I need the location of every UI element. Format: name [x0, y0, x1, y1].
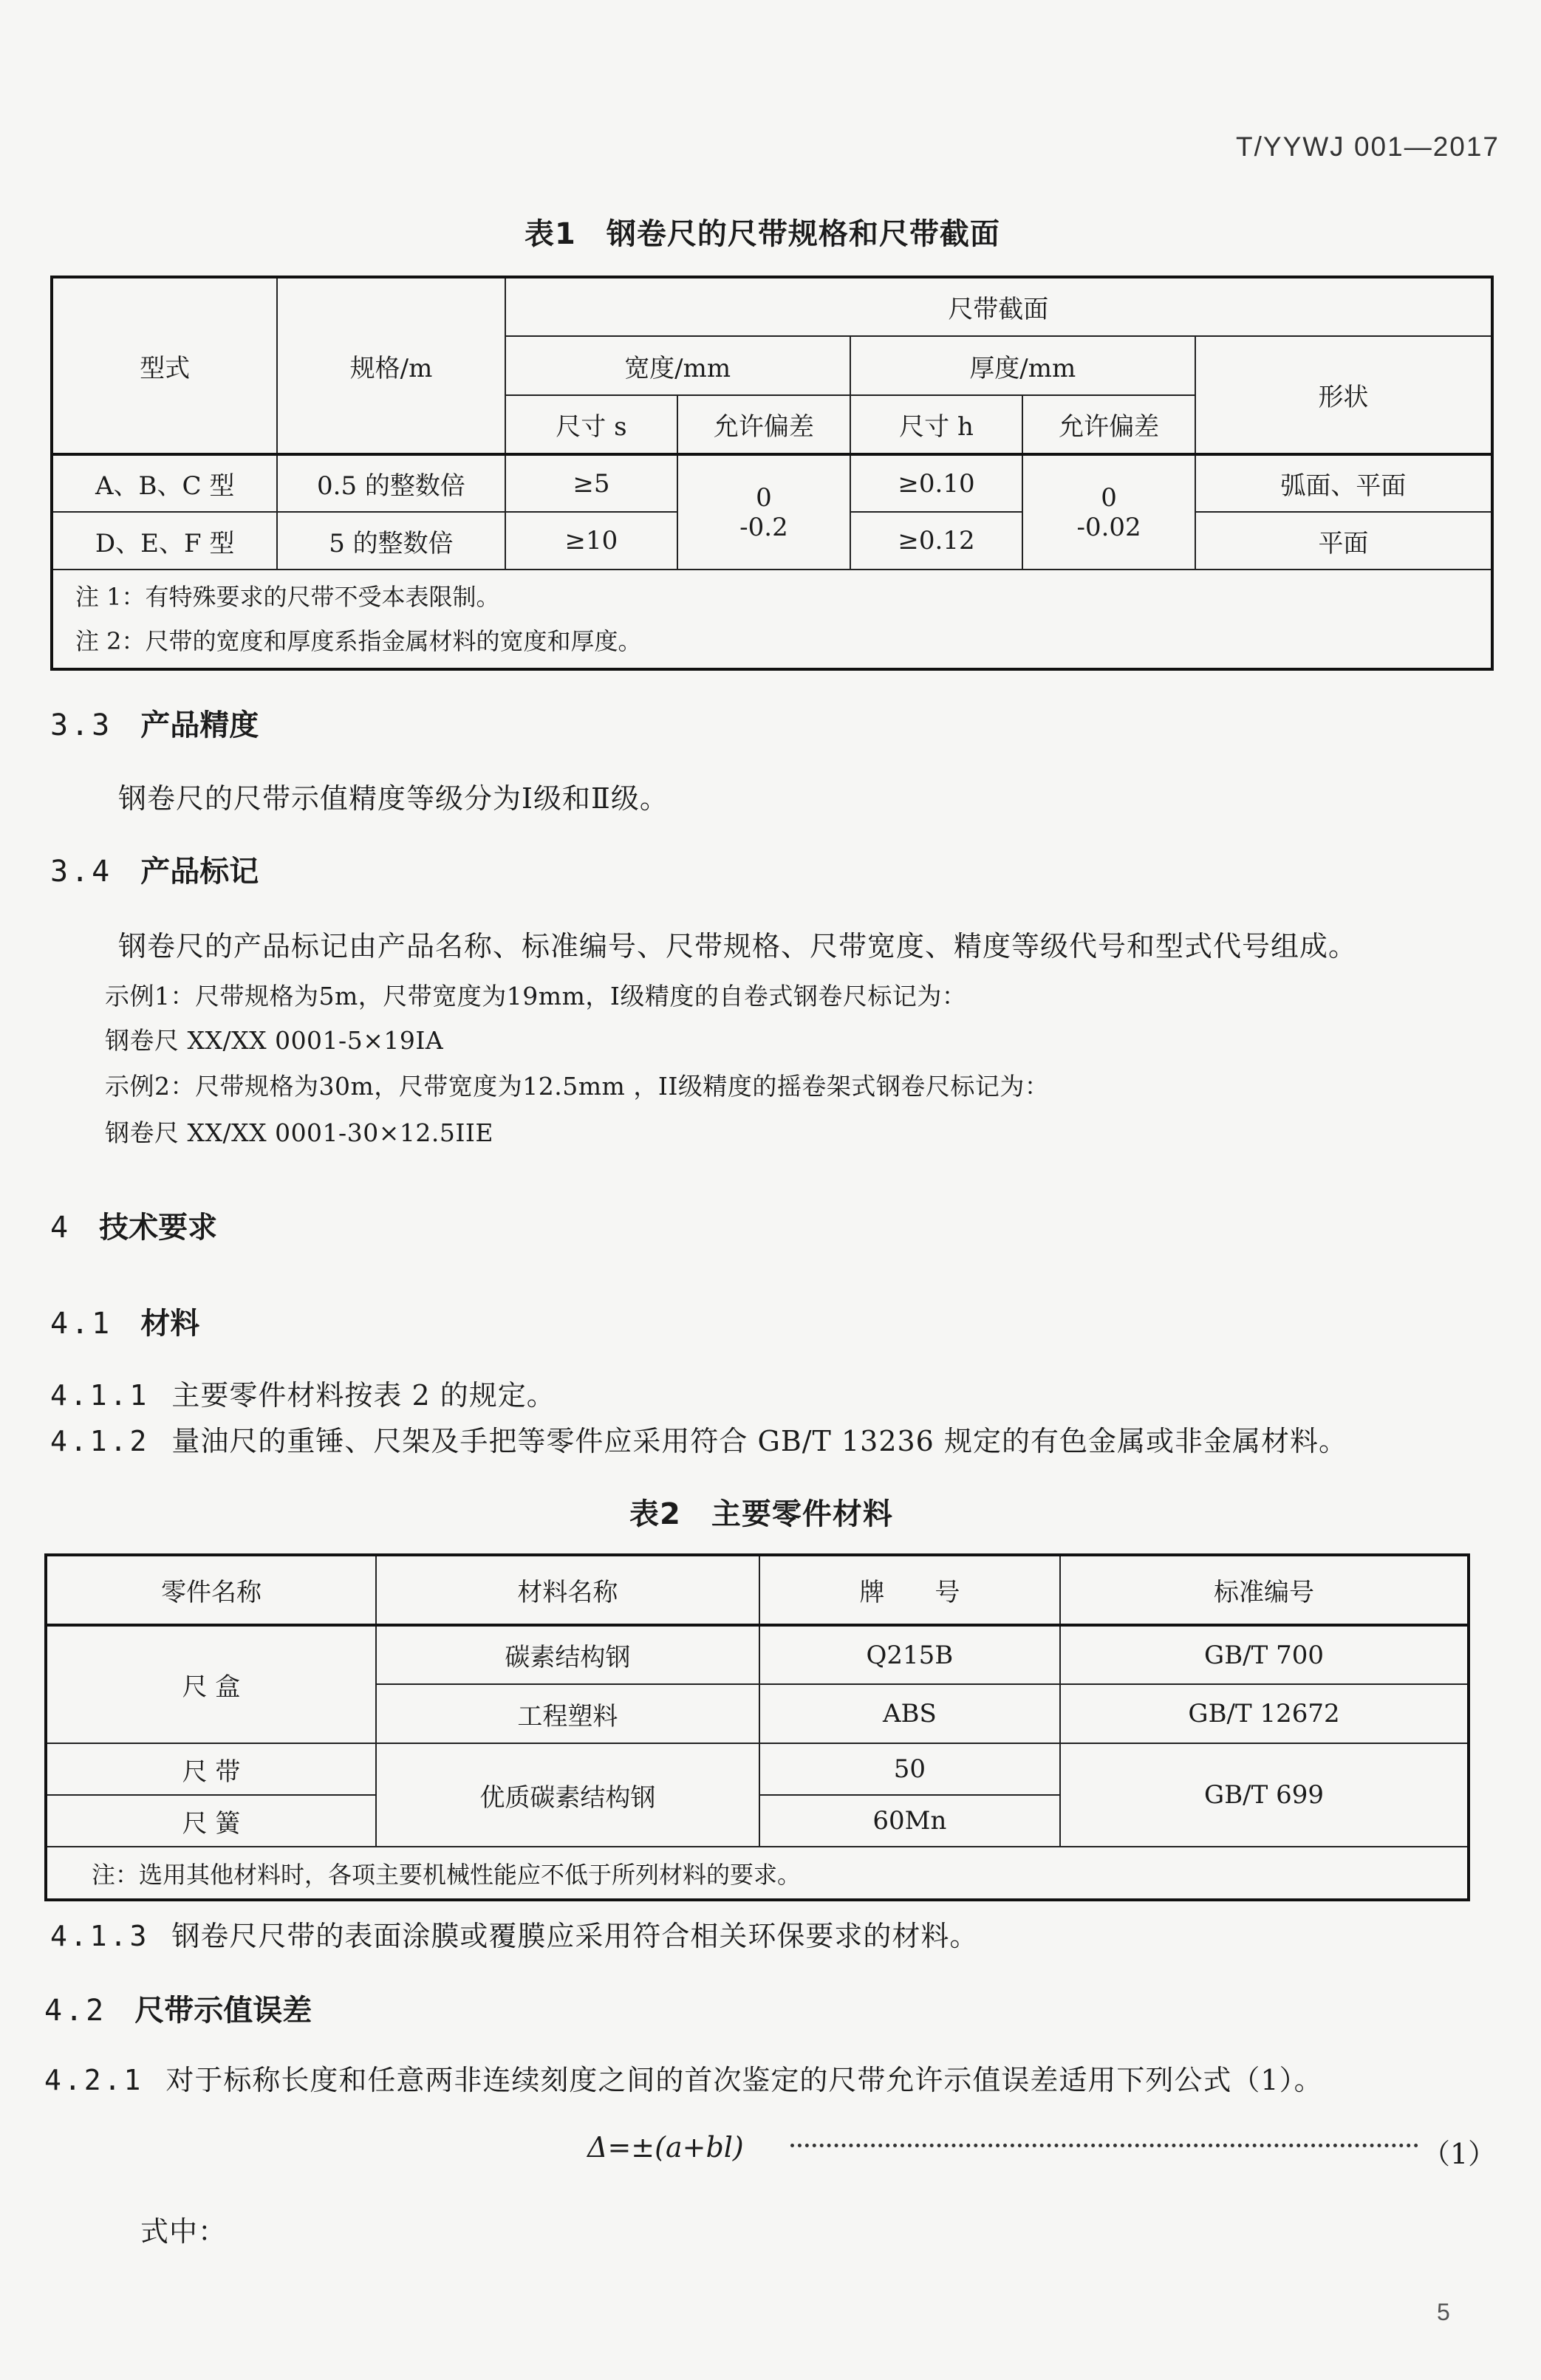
t2-part-box: 尺 盒 [46, 1625, 376, 1743]
section-4-1-title: 材料 [140, 1307, 200, 1341]
t1-row1-width: ≥5 [505, 454, 678, 512]
para-4-1-3-text: 钢卷尺尺带的表面涂膜或覆膜应采用符合相关环保要求的材料。 [171, 1920, 979, 1952]
para-4-1-1 [50, 1372, 556, 1413]
t1-header-tolerance-width: 允许偏差 [677, 395, 850, 454]
t2-part-spring: 尺 簧 [46, 1795, 376, 1847]
para-4-1-1-text: 主要零件材料按表 2 的规定。 [171, 1379, 556, 1412]
t1-header-type: 型式 [52, 277, 277, 454]
formula-leader-dots [790, 2144, 1418, 2147]
para-4-1-3-number: 4.1.3 [50, 1920, 150, 1952]
section-3-3-text: 钢卷尺的尺带示值精度等级分为Ⅰ级和Ⅱ级。 [118, 782, 669, 815]
t1-header-shape: 形状 [1195, 336, 1492, 454]
t1-note2: 注 2：尺带的宽度和厚度系指金属材料的宽度和厚度。 [75, 627, 642, 655]
t1-header-spec: 规格/m [277, 277, 505, 454]
example1-mark: 钢卷尺 XX/XX 0001-5×19IA [105, 1026, 444, 1055]
t1-row2-shape: 平面 [1195, 512, 1492, 570]
t1-row1-type: A、B、C 型 [52, 454, 277, 512]
t1-row2-width: ≥10 [505, 512, 678, 570]
where-label: 式中： [140, 2215, 228, 2248]
t1-tolerance-thickness-cell [1022, 454, 1195, 570]
section-4-1-heading [50, 1300, 199, 1342]
t1-row2-spec: 5 的整数倍 [277, 512, 505, 570]
section-4-2-number: 4.2 [44, 1994, 107, 2028]
t1-tol-thick-lower: -0.02 [1076, 512, 1141, 542]
t2-standard-699: GB/T 699 [1060, 1743, 1469, 1847]
t1-tol-width-lower: -0.2 [739, 512, 788, 542]
example2-mark: 钢卷尺 XX/XX 0001-30×12.5IIE [105, 1118, 493, 1147]
para-4-2-1-number: 4.2.1 [44, 2064, 144, 2096]
t1-row1-spec: 0.5 的整数倍 [277, 454, 505, 512]
section-4-2-title: 尺带示值误差 [134, 1994, 312, 2028]
document-code: T/YYWJ 001—2017 [1236, 131, 1500, 162]
t2-header-grade: 牌 号 [759, 1555, 1060, 1625]
para-4-1-3 [50, 1913, 978, 1954]
t1-header-width: 宽度/mm [505, 336, 850, 395]
section-3-4-text: 钢卷尺的产品标记由产品名称、标准编号、尺带规格、尺带宽度、精度等级代号和型式代号组成。 [118, 930, 1358, 962]
table2-title: 表2 主要零件材料 [629, 1497, 893, 1531]
section-4-heading [50, 1204, 217, 1246]
t2-grade-q215b: Q215B [759, 1625, 1060, 1684]
section-3-3-number: 3.3 [50, 708, 113, 742]
page-number: 5 [1437, 2299, 1450, 2325]
t1-notes [52, 570, 1492, 669]
t2-material-plastic: 工程塑料 [376, 1684, 759, 1743]
section-3-4-heading [50, 848, 259, 890]
t1-tolerance-width-cell [677, 454, 850, 570]
para-4-1-2-number: 4.1.2 [50, 1425, 150, 1457]
section-3-3-title: 产品精度 [140, 708, 259, 742]
section-3-4-title: 产品标记 [140, 855, 259, 889]
para-4-2-1-text: 对于标称长度和任意两非连续刻度之间的首次鉴定的尺带允许示值误差适用下列公式（1）。 [165, 2064, 1323, 2096]
t1-header-thickness: 厚度/mm [850, 336, 1195, 395]
section-4-number: 4 [50, 1211, 72, 1245]
table1 [50, 276, 1494, 671]
section-4-2-heading [44, 1987, 312, 2029]
t2-grade-abs: ABS [759, 1684, 1060, 1743]
t1-header-section: 尺带截面 [505, 277, 1492, 336]
t2-standard-700: GB/T 700 [1060, 1625, 1469, 1684]
t2-grade-60mn: 60Mn [759, 1795, 1060, 1847]
para-4-1-2-text: 量油尺的重锤、尺架及手把等零件应采用符合 GB/T 13236 规定的有色金属或非金属材料。 [171, 1425, 1347, 1457]
t1-row2-thickness: ≥0.12 [850, 512, 1023, 570]
t1-tol-width-upper: 0 [756, 482, 772, 513]
t2-grade-50: 50 [759, 1743, 1060, 1795]
section-4-1-number: 4.1 [50, 1307, 113, 1341]
t1-row1-shape: 弧面、平面 [1195, 454, 1492, 512]
para-4-1-2 [50, 1418, 1347, 1459]
t2-material-quality-carbon-steel: 优质碳素结构钢 [376, 1743, 759, 1847]
t1-tol-thick-upper: 0 [1101, 482, 1117, 513]
section-3-4-number: 3.4 [50, 855, 113, 889]
t1-header-tolerance-thickness: 允许偏差 [1022, 395, 1195, 454]
table2 [44, 1553, 1470, 1901]
t2-header-material: 材料名称 [376, 1555, 759, 1625]
t2-header-part: 零件名称 [46, 1555, 376, 1625]
t1-header-size-h: 尺寸 h [850, 395, 1023, 454]
t1-header-size-s: 尺寸 s [505, 395, 678, 454]
para-4-1-1-number: 4.1.1 [50, 1379, 150, 1412]
formula: Δ=±(a+bl) [587, 2131, 744, 2164]
t1-row1-thickness: ≥0.10 [850, 454, 1023, 512]
para-4-2-1 [44, 2057, 1323, 2098]
example2-text: 示例2：尺带规格为30m，尺带宽度为12.5mm ，II级精度的摇卷架式钢卷尺标记为： [105, 1072, 1050, 1101]
section-4-title: 技术要求 [99, 1211, 218, 1245]
t2-standard-12672: GB/T 12672 [1060, 1684, 1469, 1743]
t2-note: 注：选用其他材料时，各项主要机械性能应不低于所列材料的要求。 [46, 1847, 1469, 1900]
t2-header-standard: 标准编号 [1060, 1555, 1469, 1625]
table1-title: 表1 钢卷尺的尺带规格和尺带截面 [525, 217, 1000, 251]
formula-number: （1） [1422, 2138, 1497, 2170]
t1-row2-type: D、E、F 型 [52, 512, 277, 570]
t2-part-tape: 尺 带 [46, 1743, 376, 1795]
t2-material-carbon-steel: 碳素结构钢 [376, 1625, 759, 1684]
section-3-3-heading [50, 702, 259, 744]
t1-note1: 注 1：有特殊要求的尺带不受本表限制。 [75, 583, 500, 611]
example1-text: 示例1：尺带规格为5m，尺带宽度为19mm，I级精度的自卷式钢卷尺标记为： [105, 982, 967, 1011]
